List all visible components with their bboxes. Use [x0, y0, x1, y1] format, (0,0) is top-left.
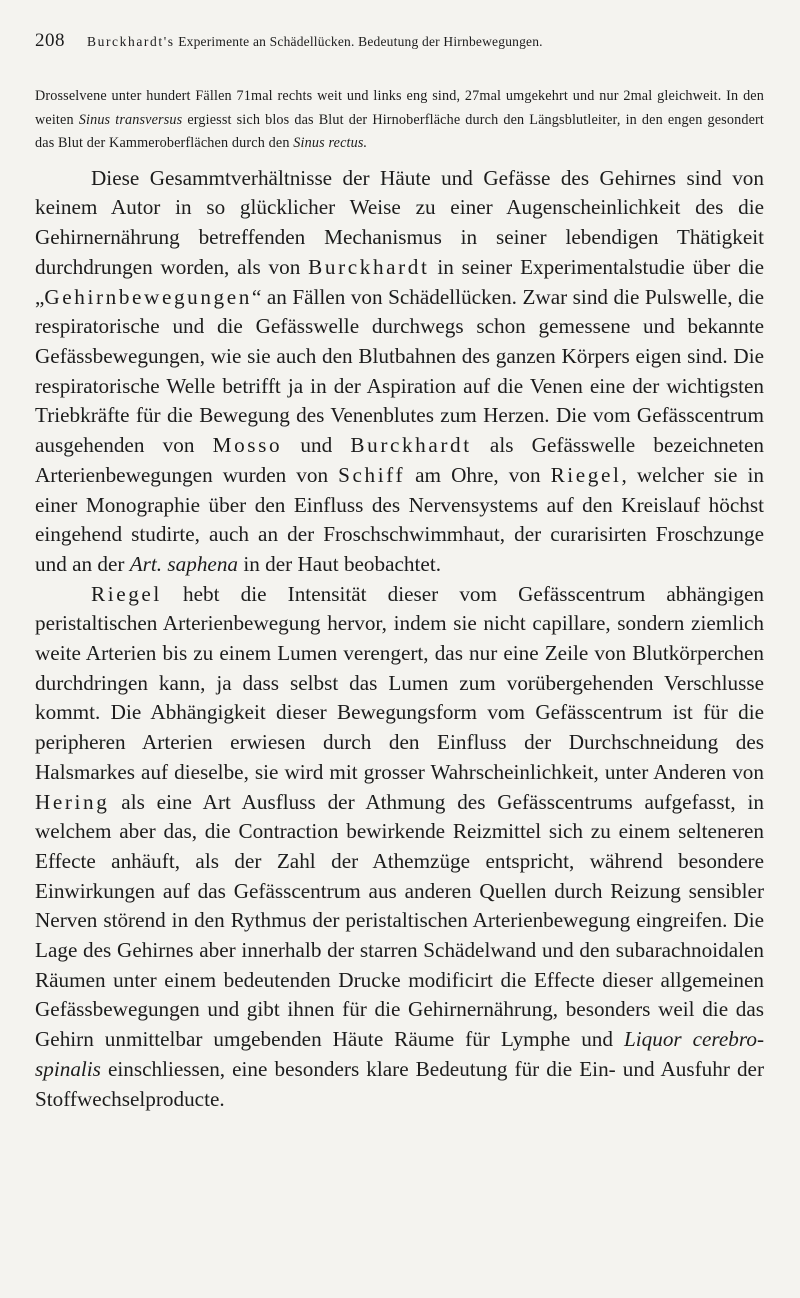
text-run: einschliessen, eine besonders klare Bedeutung für die Ein- und Ausfuhr der Stoffwechselproducte. — [35, 1056, 764, 1111]
paragraph-1 — [35, 164, 764, 580]
small-print-paragraph — [35, 85, 764, 156]
text-run: ergiesst sich blos das Blut der Hirnoberfläche durch den Längsblutleiter, in den engen gesondert das Blut der Kammeroberflächen durch den — [35, 111, 764, 152]
page-number: 208 — [35, 30, 65, 51]
main-text — [35, 164, 764, 1115]
text-run: am Ohre, von — [405, 462, 551, 487]
paragraph-2 — [35, 580, 764, 1115]
text-run: in der Haut beobachtet. — [238, 551, 441, 576]
text-run: “ an Fällen von Schädellücken. Zwar sind die Pulswelle, die respiratorische und die Gefässwelle durchwegs schon gemessene und bekannte Gefässbewegungen, wie sie auch den Blutbahnen des ganzen Körpers eigen sind. Die respiratorische Welle betrifft ja in der Aspiration auf die Venen eine der wichtigsten Triebkräfte für die Bewegung des Venenblutes zum Herzen. Die vom Gefässcentrum ausgehenden von — [35, 284, 764, 458]
running-head — [87, 34, 543, 50]
italic-term: Art. saphena — [129, 551, 239, 576]
italic-term: Sinus transversus — [78, 111, 183, 128]
spaced-name: Riegel — [91, 581, 162, 606]
italic-term: Sinus rectus. — [293, 135, 368, 152]
spaced-name: Riegel — [550, 462, 622, 487]
text-run: als eine Art Ausfluss der Athmung des Gefässcentrums aufgefasst, in welchem aber das, die Contraction bewirkende Reizmittel sich zu einem selteneren Effecte anhäuft, als der Zahl der Athemzüge entspricht, während besondere Einwirkungen auf das Gefässcentrum aus anderen Quellen durch Reizung sensibler Nerven störend in den Rythmus der peristaltischen Arterienbewegung eingreifen. Die Lage des Gehirnes aber innerhalb der starren Schädelwand und den subarachnoidalen Räumen unter einem bedeutenden Drucke modificirt die Effecte dieser allgemeinen Gefässbewegungen und gibt ihnen für die Gehirnernährung, besonders weil die das Gehirn unmittelbar umgebenden Häute Räume für Lymphe und — [35, 789, 764, 1052]
spaced-term: Gehirnbewegungen — [44, 284, 252, 309]
text-run: als Gefässwelle bezeichneten Arterienbewegungen wurden von — [35, 433, 765, 487]
text-run: Diese Gesammtverhältnisse der Häute und Gefässe des Gehirnes sind von keinem Autor in so glücklicher Weise zu einer Augenscheinlichkeit des die Gehirnernährung betreffenden Mechanismus in seiner lebendigen Thätigkeit durchdrungen worden, als von — [35, 165, 764, 279]
text-run: und — [282, 433, 351, 458]
text-run: , welcher sie in einer Monographie über den Einfluss des Nervensystems auf den Kreislauf höchst eingehend studirte, auch an der Froschschwimmhaut, der curarisirten Froschzunge und an der — [35, 462, 764, 576]
small-print-text — [35, 85, 764, 156]
running-head-author: Burckhardt's — [87, 34, 175, 49]
text-run: in seiner Experimentalstudie über die „ — [35, 254, 765, 309]
text-run: Drosselvene unter hundert Fällen 71mal rechts weit und links eng sind, 27mal umgekehrt und nur 2mal gleichweit. In den weiten — [35, 88, 764, 128]
spaced-name: Mosso — [212, 433, 283, 458]
spaced-name: Schiff — [338, 462, 406, 487]
italic-term: Liquor cerebro-spinalis — [35, 1027, 764, 1081]
spaced-name: Burckhardt — [308, 254, 430, 279]
spaced-name: Burckhardt — [350, 433, 472, 458]
running-head-title: Experimente an Schädellücken. Bedeutung der Hirnbewegungen. — [178, 34, 543, 49]
text-run: hebt die Intensität dieser vom Gefässcentrum abhängigen peristaltischen Arterienbewegung hervor, indem sie nicht capillare, sondern ziemlich weite Arterien bis zu einem Lumen verengert, das nur eine Zeile von Blutkörperchen durchdringen kann, ja dass selbst das Lumen zum vorübergehenden Verschlusse kommt. Die Abhängigkeit dieser Bewegungsform vom Gefässcentrum ist für die peripheren Arterien erwiesen durch den Einfluss der Durchschneidung des Halsmarkes auf dieselbe, sie wird mit grosser Wahrscheinlichkeit, unter Anderen von — [35, 581, 764, 784]
page-header — [35, 30, 764, 60]
spaced-name: Hering — [35, 789, 110, 814]
